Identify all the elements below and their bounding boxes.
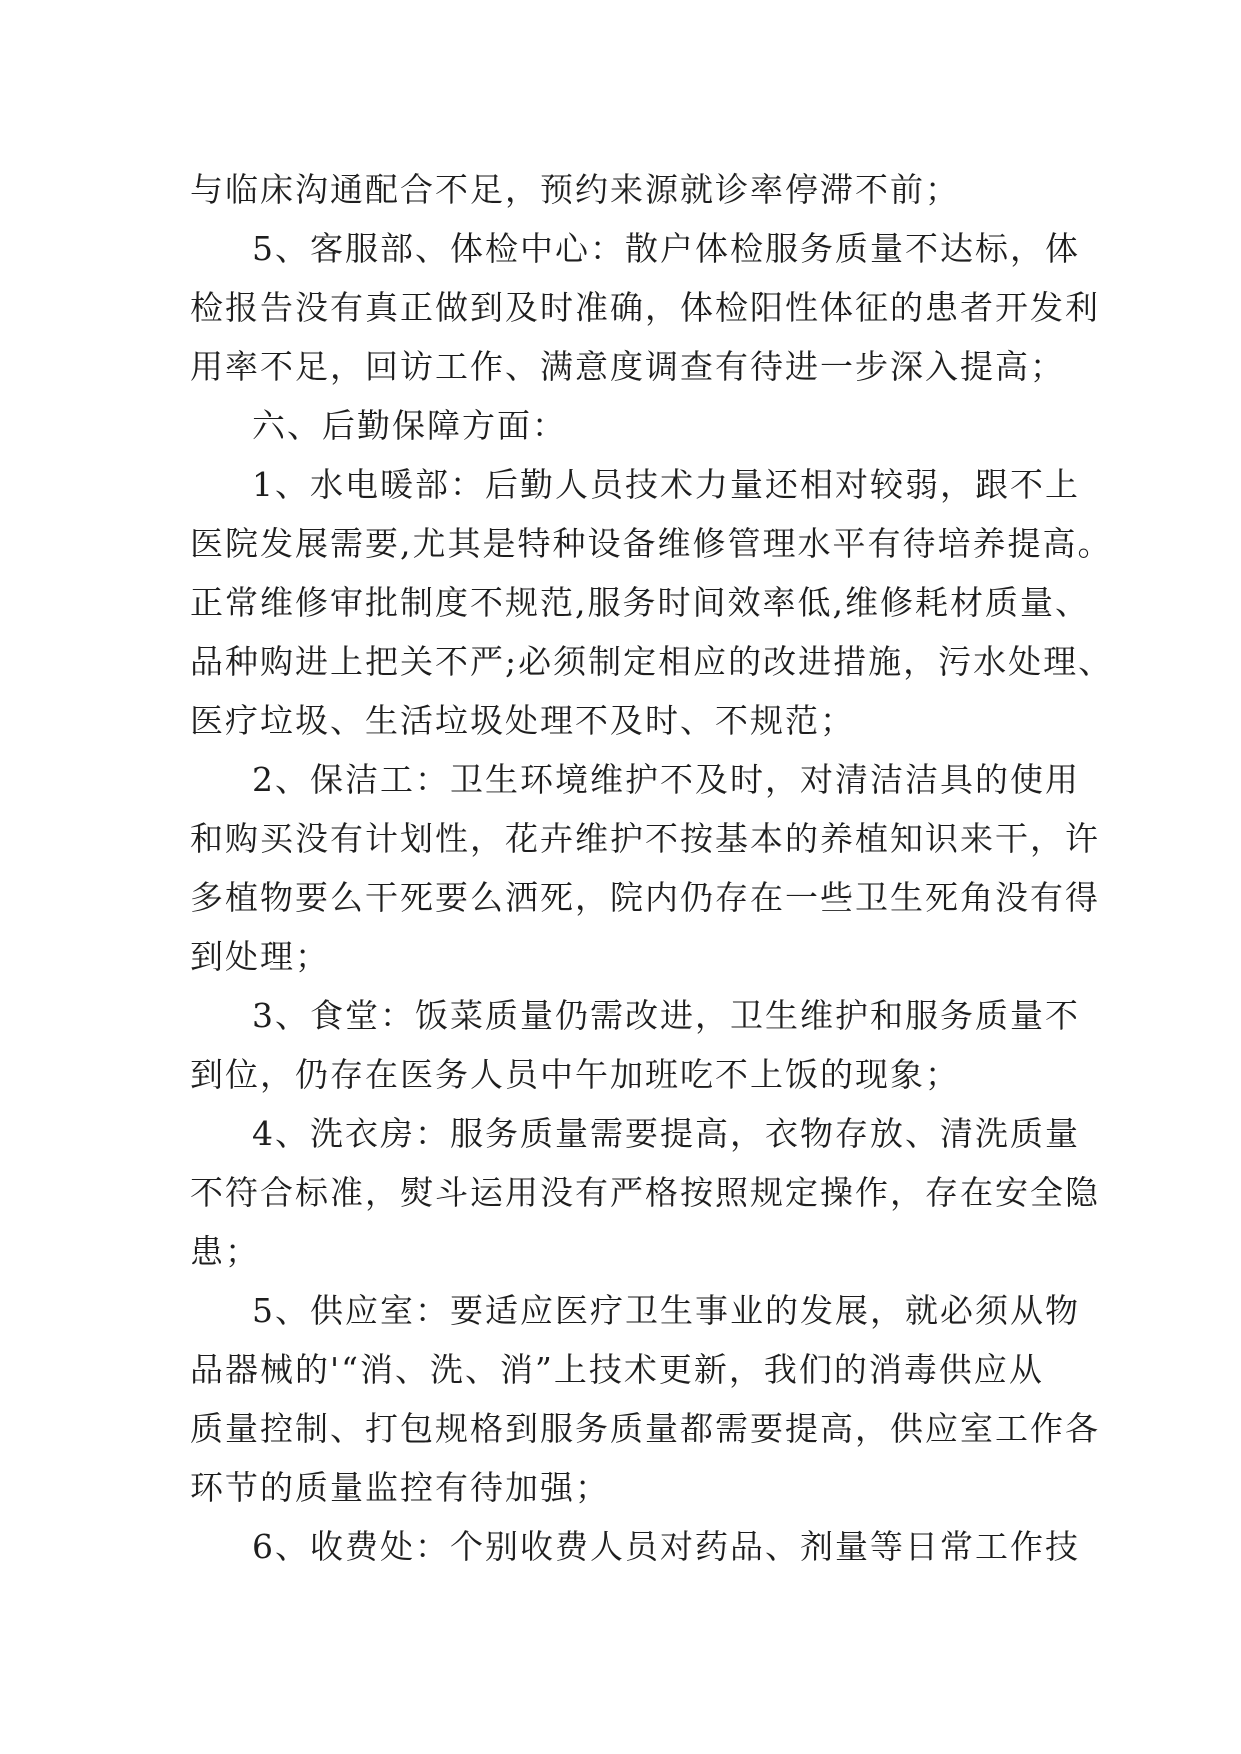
text-line: 医院发展需要,尤其是特种设备维修管理水平有待培养提高。	[190, 524, 1113, 563]
text-line: 3、食堂：饭菜质量仍需改进，卫生维护和服务质量不	[252, 996, 1080, 1035]
text-line: 患；	[190, 1232, 260, 1271]
text-line: 6、收费处：个别收费人员对药品、剂量等日常工作技	[252, 1527, 1080, 1566]
text-line: 品器械的'“消、洗、消”上技术更新，我们的消毒供应从	[190, 1350, 1044, 1389]
text-line: 5、供应室：要适应医疗卫生事业的发展，就必须从物	[252, 1291, 1080, 1330]
text-line: 检报告没有真正做到及时准确，体检阳性体征的患者开发利	[190, 288, 1100, 327]
section-heading: 六、后勤保障方面：	[252, 406, 567, 445]
body-text	[190, 160, 1114, 1576]
text-line: 到位，仍存在医务人员中午加班吃不上饭的现象；	[190, 1055, 960, 1094]
text-line: 医疗垃圾、生活垃圾处理不及时、不规范；	[190, 701, 855, 740]
text-line: 4、洗衣房：服务质量需要提高，衣物存放、清洗质量	[252, 1114, 1080, 1153]
text-line: 2、保洁工：卫生环境维护不及时，对清洁洁具的使用	[252, 760, 1080, 799]
text-line: 正常维修审批制度不规范,服务时间效率低,维修耗材质量、	[190, 583, 1090, 622]
text-line: 到处理；	[190, 937, 330, 976]
text-line: 1、水电暖部：后勤人员技术力量还相对较弱，跟不上	[252, 465, 1080, 504]
text-line: 5、客服部、体检中心：散户体检服务质量不达标，体	[252, 229, 1080, 268]
text-line: 和购买没有计划性，花卉维护不按基本的养植知识来干，许	[190, 819, 1100, 858]
text-line: 与临床沟通配合不足，预约来源就诊率停滞不前；	[190, 170, 960, 209]
text-line: 不符合标准，熨斗运用没有严格按照规定操作，存在安全隐	[190, 1173, 1100, 1212]
text-line: 品种购进上把关不严;必须制定相应的改进措施，污水处理、	[190, 642, 1114, 681]
text-line: 用率不足，回访工作、满意度调查有待进一步深入提高；	[190, 347, 1065, 386]
text-line: 环节的质量监控有待加强；	[190, 1468, 610, 1507]
text-line: 质量控制、打包规格到服务质量都需要提高，供应室工作各	[190, 1409, 1100, 1448]
text-line: 多植物要么干死要么洒死，院内仍存在一些卫生死角没有得	[190, 878, 1100, 917]
